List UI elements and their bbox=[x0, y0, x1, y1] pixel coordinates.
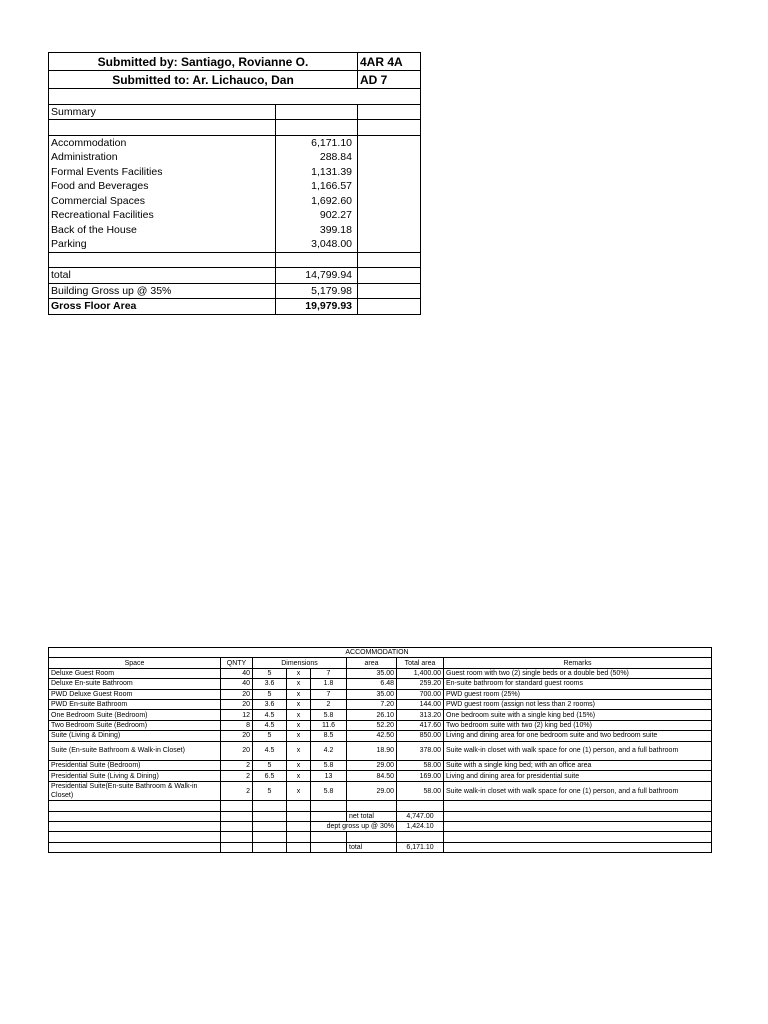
grossup-row bbox=[49, 283, 421, 299]
summary-row: Accommodation 6,171.10 bbox=[49, 135, 421, 150]
spacer-row bbox=[49, 252, 421, 268]
summary-table bbox=[48, 52, 421, 315]
net-total-value: 4,747.00 bbox=[397, 811, 444, 821]
grossup-value: 5,179.98 bbox=[276, 283, 358, 299]
table-row: One Bedroom Suite (Bedroom) 12 4.5 x 5.8 26.10 313.20 One bedroom suite with a single king bed (15%) bbox=[49, 710, 712, 720]
submitted-to: Submitted to: Ar. Lichauco, Dan bbox=[49, 71, 358, 89]
table-row: Suite (Living & Dining) 20 5 x 8.5 42.50 850.00 Living and dining area for one bedroom suite and two bedroom suite bbox=[49, 731, 712, 741]
dept-gross-value: 1,424.10 bbox=[397, 822, 444, 832]
table-row: Deluxe En-suite Bathroom 40 3.6 x 1.8 6.48 259.20 En-suite bathroom for standard guest rooms bbox=[49, 679, 712, 689]
accommodation-table bbox=[48, 647, 712, 853]
summary-heading-row bbox=[49, 104, 421, 120]
dept-gross-row bbox=[49, 822, 712, 832]
col-area: area bbox=[347, 658, 397, 668]
table-row: Presidential Suite(En-suite Bathroom & Walk-in Closet) 2 5 x 5.8 29.00 58.00 Suite walk-in closet with walk space for one (1) person, and a full bathroom bbox=[49, 781, 712, 801]
summary-row: Administration 288.84 bbox=[49, 150, 421, 165]
accommodation-title-row bbox=[49, 648, 712, 658]
net-total-row bbox=[49, 811, 712, 821]
accom-total-row bbox=[49, 842, 712, 852]
submitted-by-row bbox=[49, 53, 421, 71]
total-row bbox=[49, 268, 421, 284]
col-qnty: QNTY bbox=[221, 658, 253, 668]
gfa-value: 19,979.93 bbox=[276, 299, 358, 315]
table-row: Deluxe Guest Room 40 5 x 7 35.00 1,400.00 Guest room with two (2) single beds or a double bed (50%) bbox=[49, 668, 712, 678]
table-row: Presidential Suite (Bedroom) 2 5 x 5.8 29.00 58.00 Suite with a single king bed; with an office area bbox=[49, 761, 712, 771]
table-row: PWD En-suite Bathroom 20 3.6 x 2 7.20 144.00 PWD guest room (assign not less than 2 rooms) bbox=[49, 699, 712, 709]
course-code: AD 7 bbox=[358, 71, 421, 89]
col-dimensions: Dimensions bbox=[253, 658, 347, 668]
section-code: 4AR 4A bbox=[358, 53, 421, 71]
dept-gross-label: dept gross up @ 30% bbox=[311, 822, 397, 832]
summary-row: Recreational Facilities 902.27 bbox=[49, 208, 421, 223]
summary-heading: Summary bbox=[49, 104, 276, 120]
net-total-label: net total bbox=[347, 811, 397, 821]
spacer-row bbox=[49, 832, 712, 842]
table-row: Presidential Suite (Living & Dining) 2 6.5 x 13 84.50 169.00 Living and dining area for presidential suite bbox=[49, 771, 712, 781]
gfa-label: Gross Floor Area bbox=[49, 299, 276, 315]
accommodation-header-row bbox=[49, 658, 712, 668]
summary-row: Parking 3,048.00 bbox=[49, 237, 421, 252]
table-row: Two Bedroom Suite (Bedroom) 8 4.5 x 11.6 52.20 417.60 Two bedroom suite with two (2) king bed (10%) bbox=[49, 720, 712, 730]
accommodation-title: ACCOMMODATION bbox=[311, 648, 444, 658]
accom-total-label: total bbox=[347, 842, 397, 852]
grossup-label: Building Gross up @ 35% bbox=[49, 283, 276, 299]
summary-row: Formal Events Facilities 1,131.39 bbox=[49, 165, 421, 180]
spacer-row bbox=[49, 801, 712, 811]
accom-total-value: 6,171.10 bbox=[397, 842, 444, 852]
spacer-row bbox=[49, 120, 421, 136]
summary-row: Back of the House 399.18 bbox=[49, 223, 421, 238]
submitted-to-row bbox=[49, 71, 421, 89]
table-row: PWD Deluxe Guest Room 20 5 x 7 35.00 700.00 PWD guest room (25%) bbox=[49, 689, 712, 699]
total-value: 14,799.94 bbox=[276, 268, 358, 284]
total-label: total bbox=[49, 268, 276, 284]
summary-row: Commercial Spaces 1,692.60 bbox=[49, 194, 421, 209]
col-remarks: Remarks bbox=[444, 658, 712, 668]
spacer-row bbox=[49, 89, 421, 105]
gfa-row bbox=[49, 299, 421, 315]
col-total-area: Total area bbox=[397, 658, 444, 668]
table-row: Suite (En-suite Bathroom & Walk-in Closet) 20 4.5 x 4.2 18.90 378.00 Suite walk-in closet with walk space for one (1) person, and a full bathroom bbox=[49, 741, 712, 761]
submitted-by: Submitted by: Santiago, Rovianne O. bbox=[49, 53, 358, 71]
col-space: Space bbox=[49, 658, 221, 668]
summary-row: Food and Beverages 1,166.57 bbox=[49, 179, 421, 194]
